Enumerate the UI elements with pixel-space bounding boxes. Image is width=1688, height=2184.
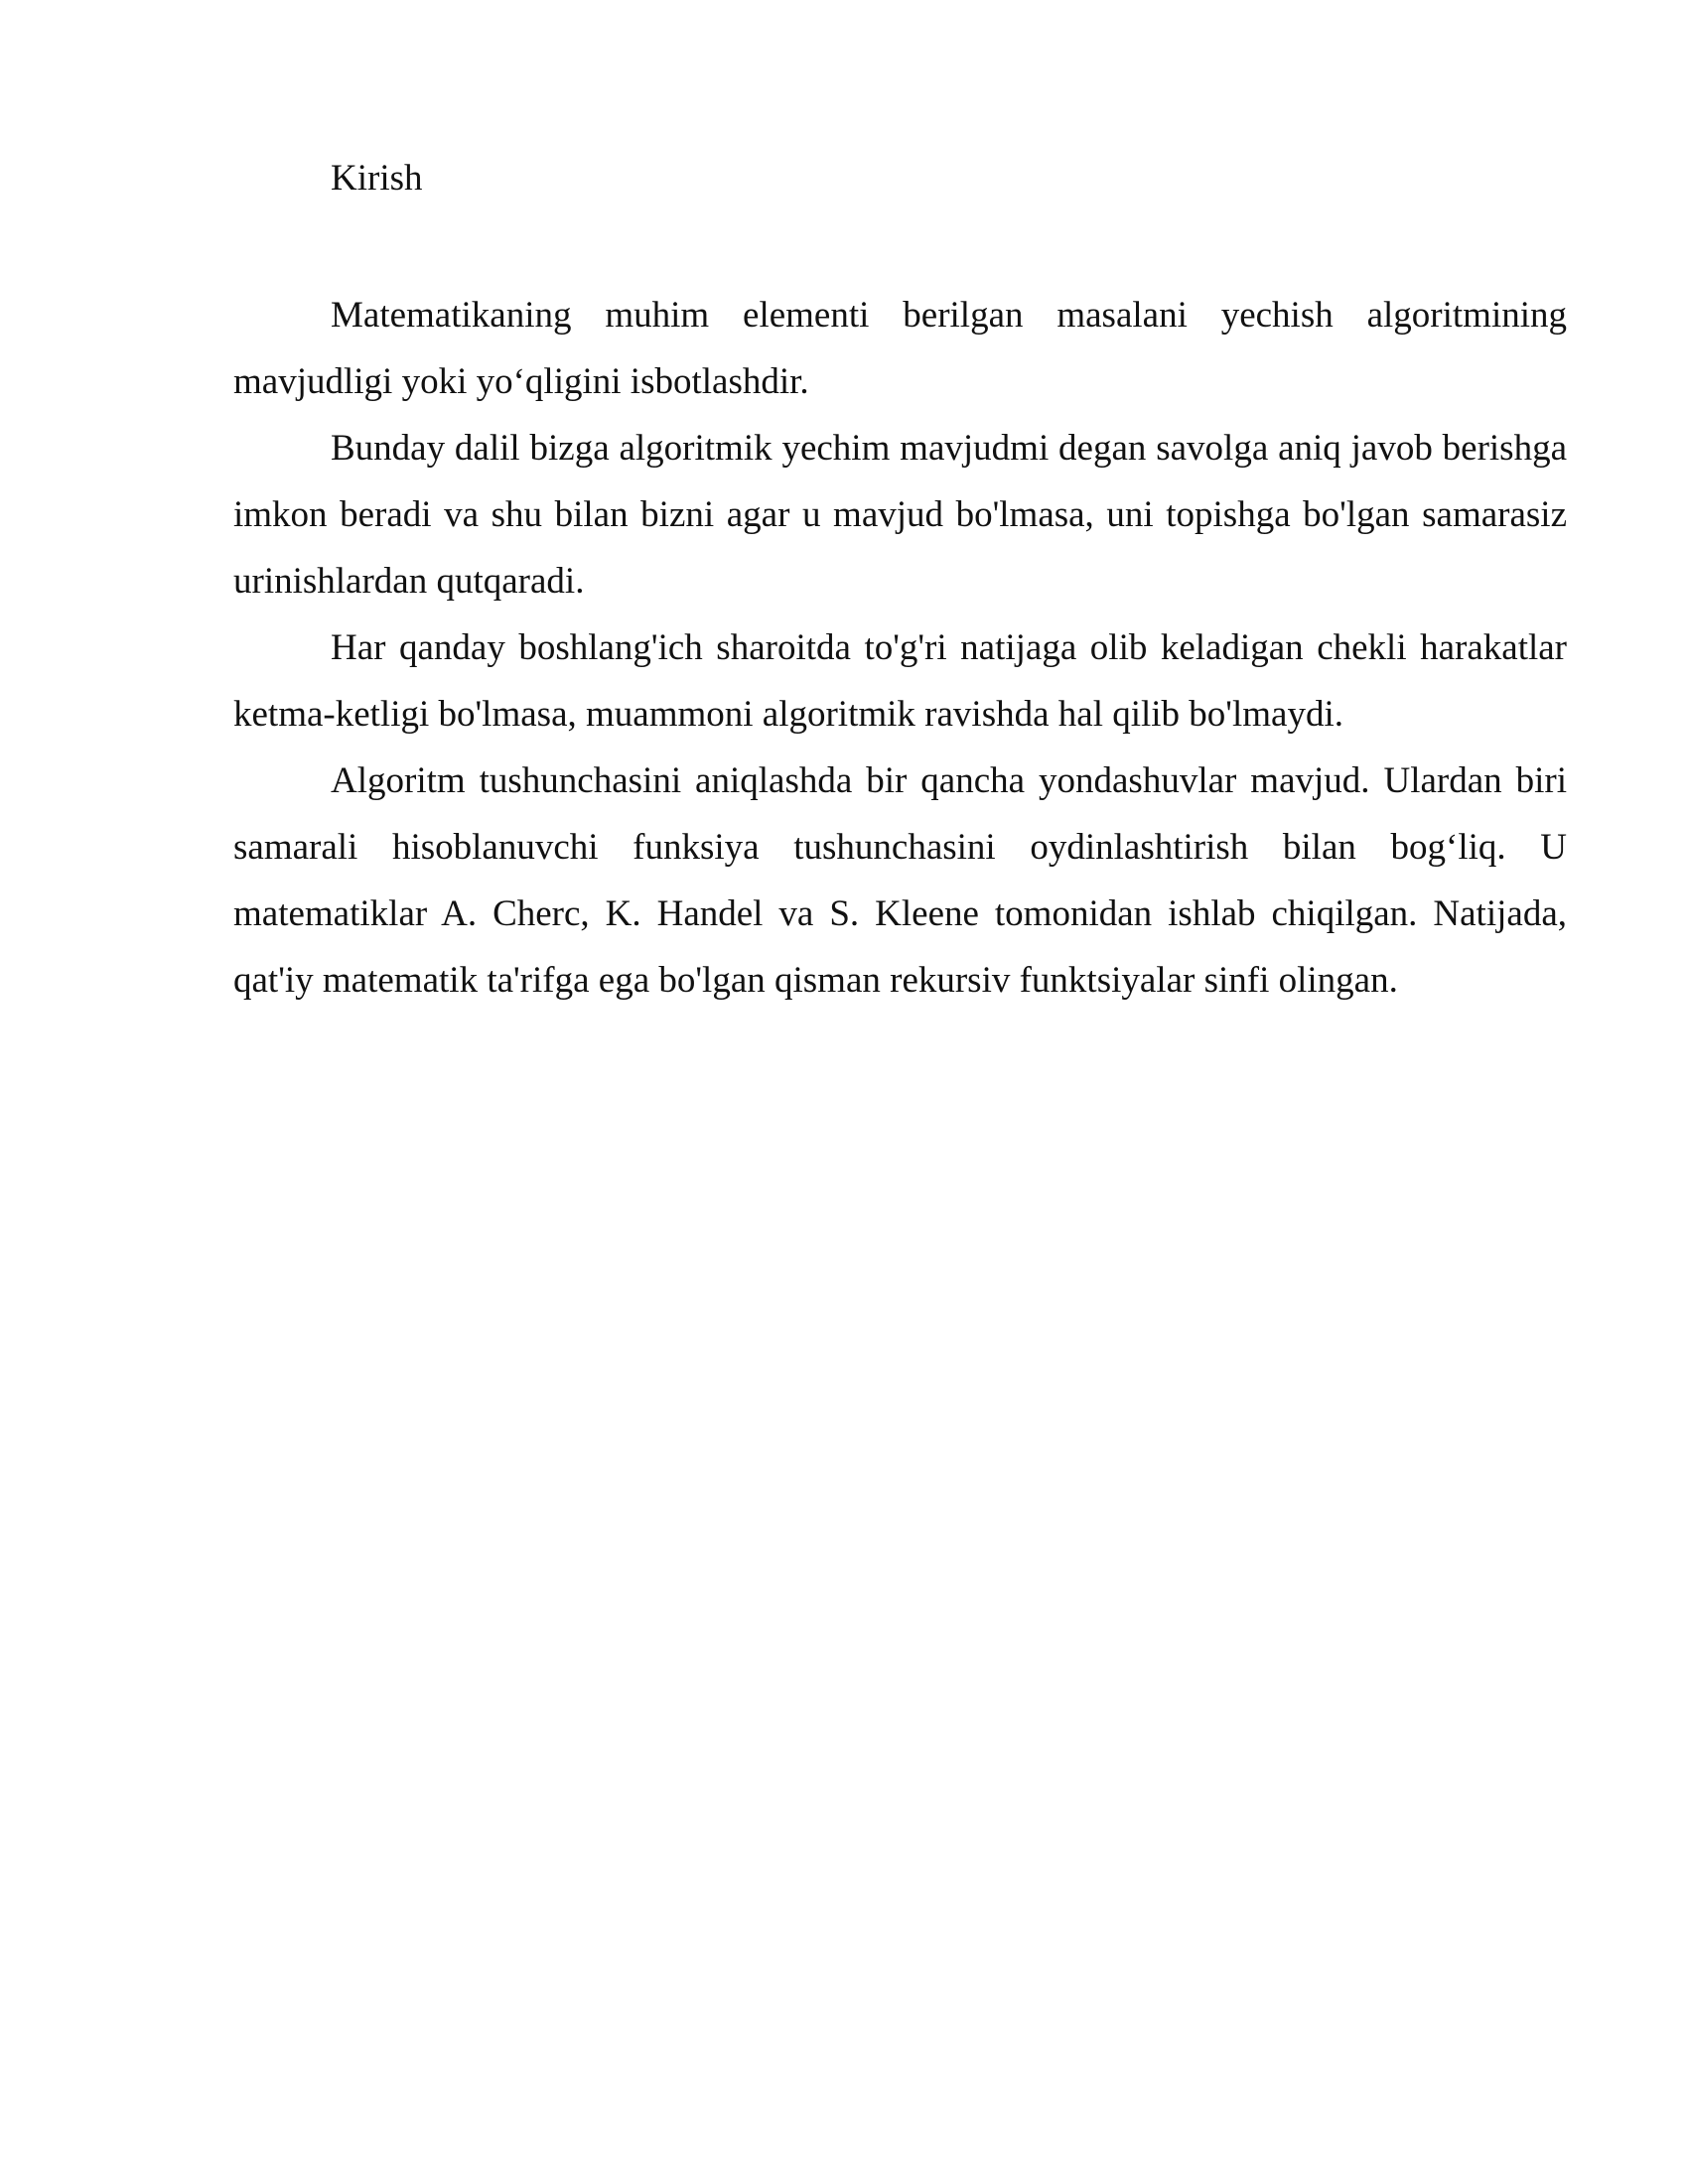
- paragraph-2: Bunday dalil bizga algoritmik yechim mavjudmi degan savolga aniq javob berishga imkon beradi va shu bilan bizni agar u mavjud bo'lmasa, uni topishga bo'lgan samarasiz urinishlardan qutqaradi.: [233, 428, 1567, 602]
- paragraph-1: Matematikaning muhim elementi berilgan masalani yechish algoritmining mavjudligi yoki yo‘qligini isbotlashdir.: [233, 295, 1567, 402]
- section-heading: Kirish: [331, 158, 423, 199]
- paragraph-3: Har qanday boshlang'ich sharoitda to'g'ri natijaga olib keladigan chekli harakatlar ketma-ketligi bo'lmasa, muammoni algoritmik ravishda hal qilib bo'lmaydi.: [233, 627, 1567, 735]
- document-body: [233, 282, 1567, 1014]
- paragraph-4: Algoritm tushunchasini aniqlashda bir qancha yondashuvlar mavjud. Ulardan biri samarali hisoblanuvchi funksiya tushunchasini oydinlashtirish bilan bog‘liq. U matematiklar A. Cherc, K. Handel va S. Kleene tomonidan ishlab chiqilgan. Natijada, qat'iy matematik ta'rifga ega bo'lgan qisman rekursiv funktsiyalar sinfi olingan.: [233, 760, 1567, 1001]
